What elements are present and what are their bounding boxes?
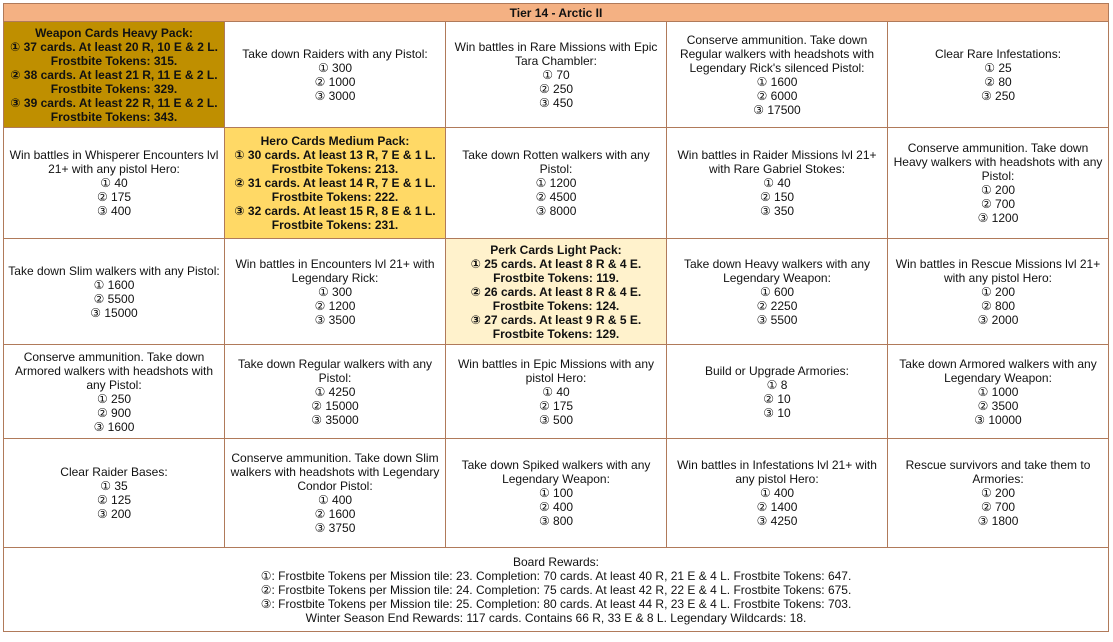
tile-line: ③ 4250 [756,514,798,528]
tile-line: ① 35 [100,479,128,493]
board-row [4,439,1109,548]
tile-line: ② 175 [96,190,132,204]
tile-line: ② 700 [980,197,1016,211]
tile-title: Perk Cards Light Pack: [490,242,622,257]
tile-line: ③ 3000 [314,88,356,103]
tile-line: ② 80 [984,74,1012,89]
tile-line: ① 250 [96,391,132,406]
tile-line: Frostbite Tokens: 329. [50,81,178,96]
task-tile [4,345,225,439]
task-tile [4,239,225,345]
task-tile [667,439,888,548]
task-tile [667,128,888,239]
tile-line: ② 175 [538,398,574,413]
tile-line: ③ 39 cards. At least 22 R, 11 E & 2 L. [10,95,218,110]
tile-line: ② 700 [980,500,1016,514]
tile-line: ③ 3750 [314,521,356,535]
tile-line: ② 6000 [756,88,798,103]
tile-line: ② 400 [538,500,574,514]
tile-title: Win battles in Infestations lvl 21+ with any pistol Hero: [677,458,877,486]
tile-line: ③ 450 [538,95,574,110]
board-row [4,22,1109,128]
tile-line: ② 1200 [314,298,356,313]
tile-title: Win battles in Raider Missions lvl 21+ with Rare Gabriel Stokes: [677,148,877,176]
tile-line: ① 37 cards. At least 20 R, 10 E & 2 L. [10,39,218,54]
tile-line: Frostbite Tokens: 231. [271,218,399,232]
tile-title: Take down Spiked walkers with any Legendary Weapon: [461,458,651,486]
tile-line: ③ 1200 [977,211,1019,225]
tile-line: ① 1000 [977,384,1019,399]
tile-line: ① 25 [984,60,1012,75]
task-tile [4,128,225,239]
tile-line: ③ 1800 [977,514,1019,528]
tile-line: ② 250 [538,81,574,96]
tile-line: ③ 250 [980,88,1016,103]
tile-line: ③ 15000 [90,305,138,320]
task-tile [667,345,888,439]
task-tile [225,22,446,128]
tile-title: Take down Slim walkers with any Pistol: [8,263,220,278]
tile-line: ② 26 cards. At least 8 R & 4 E. [470,284,642,299]
tile-line: ③ 32 cards. At least 15 R, 8 E & 1 L. [234,204,436,218]
tile-line: ② 38 cards. At least 21 R, 11 E & 2 L. [10,67,218,82]
tile-line: ① 200 [980,486,1016,500]
rewards-line: ①: Frostbite Tokens per Mission tile: 23. Completion: 70 cards. At least 40 R, 21 E & 4 L. Frostbite Tokens: 647. [260,568,852,583]
tile-line: ① 40 [542,384,570,399]
tile-line: Frostbite Tokens: 315. [50,53,178,68]
tile-line: ② 2250 [756,298,798,313]
task-tile [667,239,888,345]
pack-tile-light [446,239,667,345]
tile-line: ① 40 [100,176,128,190]
tile-line: ③ 1600 [93,419,135,434]
tile-line: Frostbite Tokens: 343. [50,109,178,124]
tile-line: ③ 3500 [314,312,356,327]
task-tile [446,22,667,128]
tile-line: ① 4250 [314,384,356,399]
tile-line: Frostbite Tokens: 213. [271,162,399,176]
tile-title: Take down Heavy walkers with any Legendary Weapon: [683,256,871,285]
tile-line: ③ 2000 [977,312,1019,327]
tile-line: ③ 17500 [753,102,801,117]
tile-title: Weapon Cards Heavy Pack: [35,25,193,40]
tile-line: ③ 800 [538,514,574,528]
tile-title: Win battles in Epic Missions with any pistol Hero: [457,356,655,385]
tile-line: ③ 500 [538,412,574,427]
tile-line: ② 3500 [977,398,1019,413]
tile-line: ③ 200 [96,507,132,521]
board-row [4,128,1109,239]
tile-title: Conserve ammunition. Take down Regular walkers with headshots with Legendary Rick's silenced Pistol: [679,32,875,75]
tile-title: Take down Regular walkers with any Pistol: [237,356,433,385]
tile-title: Take down Raiders with any Pistol: [242,46,428,61]
tile-line: ② 31 cards. At least 14 R, 7 E & 1 L. [234,176,436,190]
tile-line: ② 1600 [314,507,356,521]
board-title: Tier 14 - Arctic II [4,4,1109,22]
tile-line: ③ 35000 [311,412,359,427]
task-tile [888,439,1109,548]
tile-line: ① 400 [759,486,795,500]
task-tile [446,439,667,548]
tile-line: ① 8 [766,377,788,392]
tile-title: Clear Raider Bases: [60,465,168,479]
tile-line: ① 200 [980,284,1016,299]
task-tile [4,439,225,548]
tile-title: Take down Armored walkers with any Legendary Weapon: [899,356,1097,385]
tile-line: ① 1600 [93,277,135,292]
tile-title: Take down Rotten walkers with any Pistol: [462,148,650,176]
tile-title: Hero Cards Medium Pack: [260,134,410,148]
tile-title: Rescue survivors and take them to Armories: [905,458,1091,486]
rewards-title: Board Rewards: [512,554,600,569]
tile-line: ① 300 [317,284,353,299]
tile-line: ① 200 [980,183,1016,197]
task-tile [667,22,888,128]
tile-title: Conserve ammunition. Take down Slim walkers with headshots with Legendary Condor Pistol: [230,451,440,493]
task-tile [225,345,446,439]
tile-line: Frostbite Tokens: 119. [493,270,619,285]
tile-line: ② 1400 [756,500,798,514]
tile-line: ② 15000 [311,398,359,413]
tile-line: ② 800 [980,298,1016,313]
tile-line: ① 600 [759,284,795,299]
board-row [4,345,1109,439]
task-tile [888,22,1109,128]
tile-line: ② 900 [96,405,132,420]
task-tile [446,128,667,239]
tile-line: ① 100 [538,486,574,500]
tile-line: ① 1600 [756,74,798,89]
tile-title: Win battles in Whisperer Encounters lvl 21+ with any pistol Hero: [9,148,219,176]
tile-line: ③ 10000 [974,412,1022,427]
task-tile [225,239,446,345]
tile-title: Conserve ammunition. Take down Heavy walkers with headshots with any Pistol: [893,141,1103,183]
task-tile [225,439,446,548]
tile-line: ① 70 [542,67,570,82]
tile-line: ③ 350 [759,204,795,218]
tile-line: ② 5500 [93,291,135,306]
tile-title: Conserve ammunition. Take down Armored walkers with headshots with any Pistol: [14,349,214,392]
task-tile [888,128,1109,239]
task-tile [446,345,667,439]
tile-line: ③ 5500 [756,312,798,327]
pack-tile-medium [225,128,446,239]
tile-title: Win battles in Rare Missions with Epic Tara Chambler: [454,39,658,68]
tile-line: ② 125 [96,493,132,507]
task-tile [888,239,1109,345]
rewards-line: Winter Season End Rewards: 117 cards. Contains 66 R, 33 E & 8 L. Legendary Wildcards: 18. [305,610,807,625]
tile-title: Win battles in Encounters lvl 21+ with Legendary Rick: [235,256,435,285]
tile-title: Build or Upgrade Armories: [704,363,850,378]
tile-line: ② 1000 [314,74,356,89]
tile-line: ① 30 cards. At least 13 R, 7 E & 1 L. [234,148,436,162]
tile-line: Frostbite Tokens: 222. [271,190,399,204]
tile-line: ③ 8000 [535,204,577,218]
tile-line: ① 25 cards. At least 8 R & 4 E. [470,256,642,271]
board-rewards [4,548,1109,632]
tile-line: Frostbite Tokens: 124. [492,298,620,313]
tile-line: ① 1200 [535,176,577,190]
tile-line: ① 300 [317,60,353,75]
tile-title: Clear Rare Infestations: [934,46,1062,61]
board-row [4,239,1109,345]
tile-line: ② 4500 [535,190,577,204]
task-tile [888,345,1109,439]
tile-line: ① 40 [763,176,791,190]
rewards-line: ③: Frostbite Tokens per Mission tile: 25. Completion: 80 cards. At least 44 R, 23 E & 4 L. Frostbite Tokens: 703. [260,596,852,611]
tile-line: ② 10 [763,391,791,406]
rewards-line: ②: Frostbite Tokens per Mission tile: 24. Completion: 75 cards. At least 42 R, 22 E & 4 L. Frostbite Tokens: 675. [260,582,852,597]
tile-line: ① 400 [317,493,353,507]
tile-line: ③ 400 [96,204,132,218]
tile-line: ③ 27 cards. At least 9 R & 5 E. [470,312,642,327]
pack-tile-heavy [4,22,225,128]
tile-line: ② 150 [759,190,795,204]
challenge-board-table [3,3,1109,632]
tile-line: ③ 10 [763,405,791,420]
tile-title: Win battles in Rescue Missions lvl 21+ with any pistol Hero: [895,256,1101,285]
tile-line: Frostbite Tokens: 129. [492,326,620,341]
